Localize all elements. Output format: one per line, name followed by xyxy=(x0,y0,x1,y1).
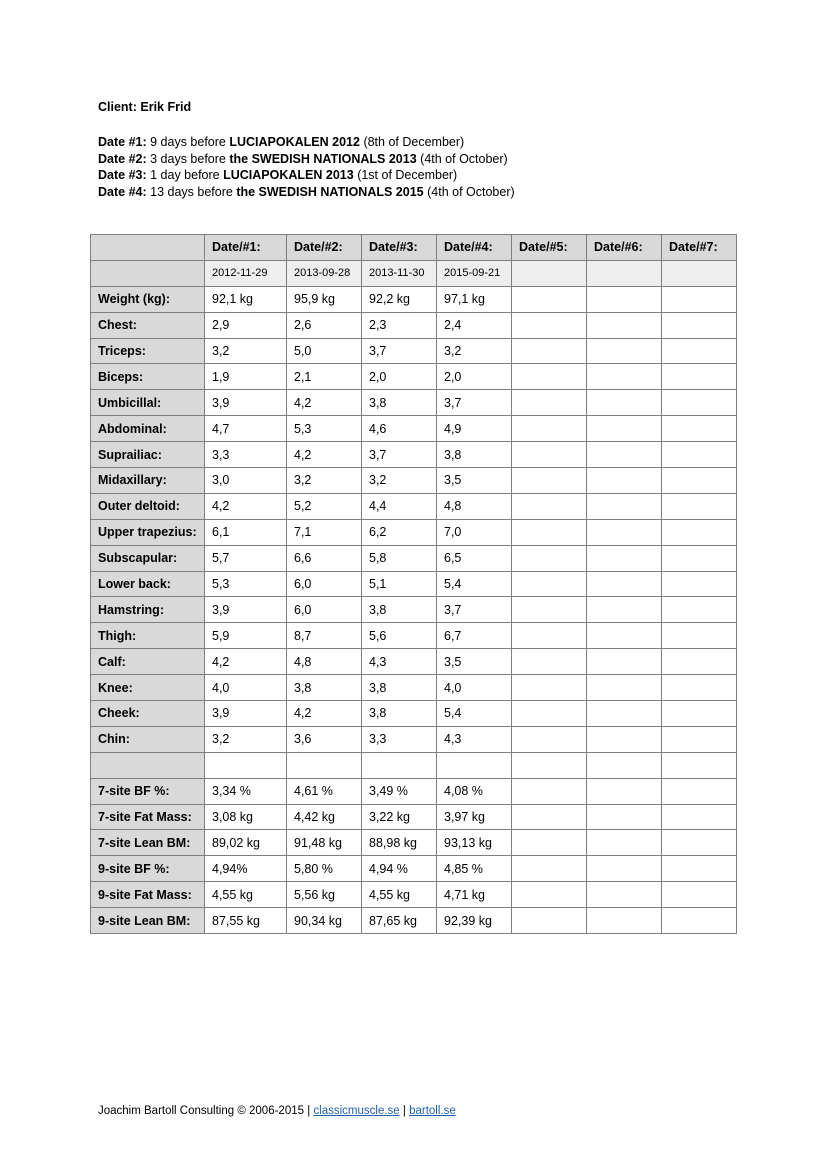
table-cell: 4,2 xyxy=(205,493,287,519)
table-cell: 6,7 xyxy=(437,623,512,649)
table-cell xyxy=(587,493,662,519)
table-cell: 3,8 xyxy=(437,442,512,468)
table-cell xyxy=(662,468,737,494)
table-row xyxy=(91,882,737,908)
table-cell: 6,2 xyxy=(362,519,437,545)
classicmuscle-link[interactable]: classicmuscle.se xyxy=(313,1105,400,1117)
table-cell xyxy=(587,649,662,675)
table-cell: 3,2 xyxy=(287,468,362,494)
table-cell: 5,6 xyxy=(362,623,437,649)
date-note: Date #3: 1 day before LUCIAPOKALEN 2013 (1st of December) xyxy=(98,168,458,182)
table-cell xyxy=(587,442,662,468)
table-cell: 5,80 % xyxy=(287,856,362,882)
table-cell: 5,9 xyxy=(205,623,287,649)
table-row xyxy=(91,830,737,856)
table-cell: 4,8 xyxy=(287,649,362,675)
table-row xyxy=(91,416,737,442)
table-cell xyxy=(662,752,737,778)
row-label: 9-site Lean BM: xyxy=(91,908,205,934)
row-label: Suprailiac: xyxy=(91,442,205,468)
table-cell: 4,61 % xyxy=(287,778,362,804)
table-cell xyxy=(662,338,737,364)
table-cell: 1,9 xyxy=(205,364,287,390)
row-label: 9-site Fat Mass: xyxy=(91,882,205,908)
table-cell: 3,6 xyxy=(287,726,362,752)
client-name: Erik Frid xyxy=(140,100,192,114)
table-row xyxy=(91,442,737,468)
table-cell: 95,9 kg xyxy=(287,286,362,312)
row-label: Lower back: xyxy=(91,571,205,597)
table-cell xyxy=(662,701,737,727)
row-label: 9-site BF %: xyxy=(91,856,205,882)
table-row xyxy=(91,468,737,494)
table-cell: 2,0 xyxy=(437,364,512,390)
table-cell: 3,7 xyxy=(437,597,512,623)
table-cell xyxy=(587,338,662,364)
table-cell: 3,8 xyxy=(362,390,437,416)
table-cell xyxy=(512,286,587,312)
table-cell xyxy=(587,260,662,286)
table-cell xyxy=(587,882,662,908)
table-cell: 5,4 xyxy=(437,701,512,727)
table-row xyxy=(91,675,737,701)
table-cell xyxy=(587,468,662,494)
table-cell: 5,2 xyxy=(287,493,362,519)
table-cell: 6,0 xyxy=(287,571,362,597)
table-cell: Date/#7: xyxy=(662,235,737,261)
table-cell xyxy=(662,726,737,752)
table-cell xyxy=(512,649,587,675)
table-cell xyxy=(512,545,587,571)
table-cell xyxy=(587,830,662,856)
table-cell xyxy=(362,752,437,778)
table-cell xyxy=(662,908,737,934)
row-label: Cheek: xyxy=(91,701,205,727)
table-cell: 6,1 xyxy=(205,519,287,545)
table-cell xyxy=(587,390,662,416)
row-label: Thigh: xyxy=(91,623,205,649)
table-row xyxy=(91,338,737,364)
table-cell: 5,1 xyxy=(362,571,437,597)
table-cell: 91,48 kg xyxy=(287,830,362,856)
table-cell xyxy=(587,856,662,882)
table-row xyxy=(91,597,737,623)
table-cell: 4,2 xyxy=(287,701,362,727)
table-cell: 97,1 kg xyxy=(437,286,512,312)
table-cell xyxy=(512,882,587,908)
table-cell xyxy=(512,468,587,494)
table-cell: 4,71 kg xyxy=(437,882,512,908)
date-note: Date #2: 3 days before the SWEDISH NATIONALS 2013 (4th of October) xyxy=(98,151,508,166)
row-label: Upper trapezius: xyxy=(91,519,205,545)
table-cell xyxy=(662,649,737,675)
table-row xyxy=(91,286,737,312)
table-cell: 4,8 xyxy=(437,493,512,519)
table-cell: 4,9 xyxy=(437,416,512,442)
table-row xyxy=(91,390,737,416)
table-cell: 6,5 xyxy=(437,545,512,571)
table-cell xyxy=(587,597,662,623)
table-cell: 3,3 xyxy=(205,442,287,468)
table-cell xyxy=(662,545,737,571)
table-cell: 4,3 xyxy=(437,726,512,752)
table-cell: 3,22 kg xyxy=(362,804,437,830)
row-label xyxy=(91,235,205,261)
table-cell: 5,56 kg xyxy=(287,882,362,908)
row-label: Hamstring: xyxy=(91,597,205,623)
table-row xyxy=(91,519,737,545)
row-label: Chest: xyxy=(91,312,205,338)
table-cell: 2,1 xyxy=(287,364,362,390)
table-cell: 88,98 kg xyxy=(362,830,437,856)
table-cell: 3,9 xyxy=(205,390,287,416)
table-cell: 2013-11-30 xyxy=(362,260,437,286)
table-cell xyxy=(662,675,737,701)
table-cell: 2013-09-28 xyxy=(287,260,362,286)
table-cell xyxy=(512,416,587,442)
table-cell: 5,4 xyxy=(437,571,512,597)
table-cell: 3,7 xyxy=(362,338,437,364)
measurement-table xyxy=(90,234,737,934)
table-cell: 92,2 kg xyxy=(362,286,437,312)
table-cell xyxy=(662,416,737,442)
table-cell: 3,34 % xyxy=(205,778,287,804)
table-cell: 4,94% xyxy=(205,856,287,882)
table-cell: 4,3 xyxy=(362,649,437,675)
table-cell xyxy=(587,571,662,597)
table-cell: 2,9 xyxy=(205,312,287,338)
table-cell xyxy=(662,571,737,597)
table-cell xyxy=(662,804,737,830)
table-cell: 2,3 xyxy=(362,312,437,338)
table-cell xyxy=(512,830,587,856)
bartoll-link[interactable]: bartoll.se xyxy=(409,1105,456,1117)
table-row xyxy=(91,623,737,649)
table-cell: 4,42 kg xyxy=(287,804,362,830)
table-cell: 4,0 xyxy=(205,675,287,701)
date-notes xyxy=(98,134,515,200)
table-cell: 5,8 xyxy=(362,545,437,571)
table-cell xyxy=(512,752,587,778)
table-cell: 5,3 xyxy=(205,571,287,597)
table-cell: Date/#4: xyxy=(437,235,512,261)
table-row xyxy=(91,804,737,830)
table-cell: 3,5 xyxy=(437,468,512,494)
table-cell: 3,2 xyxy=(437,338,512,364)
table-cell xyxy=(437,752,512,778)
row-label: Midaxillary: xyxy=(91,468,205,494)
row-label: Knee: xyxy=(91,675,205,701)
table-row xyxy=(91,545,737,571)
table-cell xyxy=(662,312,737,338)
table-cell xyxy=(512,571,587,597)
table-cell xyxy=(662,519,737,545)
table-row xyxy=(91,908,737,934)
table-cell: 2015-09-21 xyxy=(437,260,512,286)
table-row xyxy=(91,778,737,804)
table-cell xyxy=(587,908,662,934)
table-row xyxy=(91,701,737,727)
row-label: Calf: xyxy=(91,649,205,675)
table-cell: 2012-11-29 xyxy=(205,260,287,286)
header-row xyxy=(91,235,737,261)
table-cell xyxy=(587,623,662,649)
table-cell: 4,08 % xyxy=(437,778,512,804)
table-cell xyxy=(512,260,587,286)
table-cell xyxy=(512,597,587,623)
table-cell xyxy=(512,312,587,338)
table-cell: 3,97 kg xyxy=(437,804,512,830)
client-line xyxy=(98,100,191,114)
table-cell xyxy=(587,312,662,338)
table-cell: 3,5 xyxy=(437,649,512,675)
table-cell: Date/#6: xyxy=(587,235,662,261)
table-row xyxy=(91,752,737,778)
table-cell xyxy=(512,908,587,934)
table-cell: 7,1 xyxy=(287,519,362,545)
table-cell xyxy=(587,726,662,752)
table-cell: 3,2 xyxy=(362,468,437,494)
table-cell: 3,8 xyxy=(362,701,437,727)
table-cell xyxy=(587,519,662,545)
table-cell: 3,8 xyxy=(362,597,437,623)
table-cell: Date/#1: xyxy=(205,235,287,261)
table-cell xyxy=(512,390,587,416)
table-cell: 3,3 xyxy=(362,726,437,752)
table-cell xyxy=(512,675,587,701)
table-cell: 3,08 kg xyxy=(205,804,287,830)
row-label xyxy=(91,260,205,286)
table-cell: 5,0 xyxy=(287,338,362,364)
table-row xyxy=(91,726,737,752)
table-cell xyxy=(662,364,737,390)
table-cell: 4,4 xyxy=(362,493,437,519)
table-cell xyxy=(662,493,737,519)
table-cell xyxy=(512,856,587,882)
table-cell: 3,8 xyxy=(287,675,362,701)
table-cell: 90,34 kg xyxy=(287,908,362,934)
table-cell xyxy=(662,778,737,804)
table-cell: 7,0 xyxy=(437,519,512,545)
table-cell xyxy=(587,675,662,701)
table-cell: 3,7 xyxy=(437,390,512,416)
table-cell: 4,94 % xyxy=(362,856,437,882)
table-cell: 2,6 xyxy=(287,312,362,338)
table-cell xyxy=(512,623,587,649)
table-cell: 2,4 xyxy=(437,312,512,338)
table-row xyxy=(91,312,737,338)
row-label: Triceps: xyxy=(91,338,205,364)
table-cell: 4,6 xyxy=(362,416,437,442)
table-cell xyxy=(512,778,587,804)
row-label: Subscapular: xyxy=(91,545,205,571)
table-cell: Date/#3: xyxy=(362,235,437,261)
table-cell xyxy=(587,752,662,778)
table-cell: 92,39 kg xyxy=(437,908,512,934)
table-cell xyxy=(512,726,587,752)
table-cell: 3,7 xyxy=(362,442,437,468)
table-cell: 4,55 kg xyxy=(362,882,437,908)
table-cell xyxy=(662,830,737,856)
table-cell xyxy=(587,778,662,804)
row-label: 7-site Lean BM: xyxy=(91,830,205,856)
row-label: 7-site BF %: xyxy=(91,778,205,804)
table-cell: 4,0 xyxy=(437,675,512,701)
row-label: 7-site Fat Mass: xyxy=(91,804,205,830)
row-label xyxy=(91,752,205,778)
date-note: Date #1: 9 days before LUCIAPOKALEN 2012 (8th of December) xyxy=(98,135,465,149)
table-cell: 3,2 xyxy=(205,338,287,364)
row-label: Chin: xyxy=(91,726,205,752)
table-cell: 3,0 xyxy=(205,468,287,494)
table-cell: 6,6 xyxy=(287,545,362,571)
table-cell xyxy=(512,493,587,519)
table-cell xyxy=(287,752,362,778)
table-cell: 3,9 xyxy=(205,701,287,727)
table-cell: 3,49 % xyxy=(362,778,437,804)
table-cell: 92,1 kg xyxy=(205,286,287,312)
table-cell xyxy=(662,260,737,286)
table-cell xyxy=(587,364,662,390)
table-cell xyxy=(512,338,587,364)
client-label: Client: xyxy=(98,100,137,114)
row-label: Umbicillal: xyxy=(91,390,205,416)
table-cell: 89,02 kg xyxy=(205,830,287,856)
table-cell xyxy=(587,545,662,571)
table-row xyxy=(91,856,737,882)
table-cell xyxy=(662,623,737,649)
table-cell xyxy=(205,752,287,778)
footer-text: Joachim Bartoll Consulting © 2006-2015 | xyxy=(98,1105,311,1117)
table-cell xyxy=(587,286,662,312)
table-cell xyxy=(662,856,737,882)
date-note: Date #4: 13 days before the SWEDISH NATIONALS 2015 (4th of October) xyxy=(98,184,515,199)
table-cell: Date/#2: xyxy=(287,235,362,261)
table-row xyxy=(91,571,737,597)
row-label: Outer deltoid: xyxy=(91,493,205,519)
table-cell: 87,55 kg xyxy=(205,908,287,934)
table-cell xyxy=(587,701,662,727)
table-cell: 93,13 kg xyxy=(437,830,512,856)
table-cell: 4,2 xyxy=(205,649,287,675)
table-cell: 6,0 xyxy=(287,597,362,623)
table-cell xyxy=(587,804,662,830)
row-label: Weight (kg): xyxy=(91,286,205,312)
table-row xyxy=(91,649,737,675)
table-cell xyxy=(662,882,737,908)
date-row xyxy=(91,260,737,286)
table-cell xyxy=(662,390,737,416)
table-cell xyxy=(662,442,737,468)
table-row xyxy=(91,493,737,519)
table-cell: 4,2 xyxy=(287,390,362,416)
table-cell xyxy=(512,364,587,390)
row-label: Abdominal: xyxy=(91,416,205,442)
table-cell xyxy=(512,804,587,830)
table-cell: 5,3 xyxy=(287,416,362,442)
table-cell: 8,7 xyxy=(287,623,362,649)
footer xyxy=(98,1105,456,1117)
table-cell: 2,0 xyxy=(362,364,437,390)
table-cell: Date/#5: xyxy=(512,235,587,261)
table-cell xyxy=(662,286,737,312)
table-cell: 4,2 xyxy=(287,442,362,468)
table-cell: 87,65 kg xyxy=(362,908,437,934)
footer-separator: | xyxy=(402,1105,406,1117)
table-cell: 3,8 xyxy=(362,675,437,701)
table-cell: 4,7 xyxy=(205,416,287,442)
table-cell xyxy=(512,519,587,545)
row-label: Biceps: xyxy=(91,364,205,390)
table-cell xyxy=(662,597,737,623)
table-cell: 4,85 % xyxy=(437,856,512,882)
table-cell: 3,9 xyxy=(205,597,287,623)
table-cell: 4,55 kg xyxy=(205,882,287,908)
table-cell xyxy=(587,416,662,442)
table-cell xyxy=(512,442,587,468)
table-cell: 3,2 xyxy=(205,726,287,752)
table-row xyxy=(91,364,737,390)
table-cell xyxy=(512,701,587,727)
table-cell: 5,7 xyxy=(205,545,287,571)
